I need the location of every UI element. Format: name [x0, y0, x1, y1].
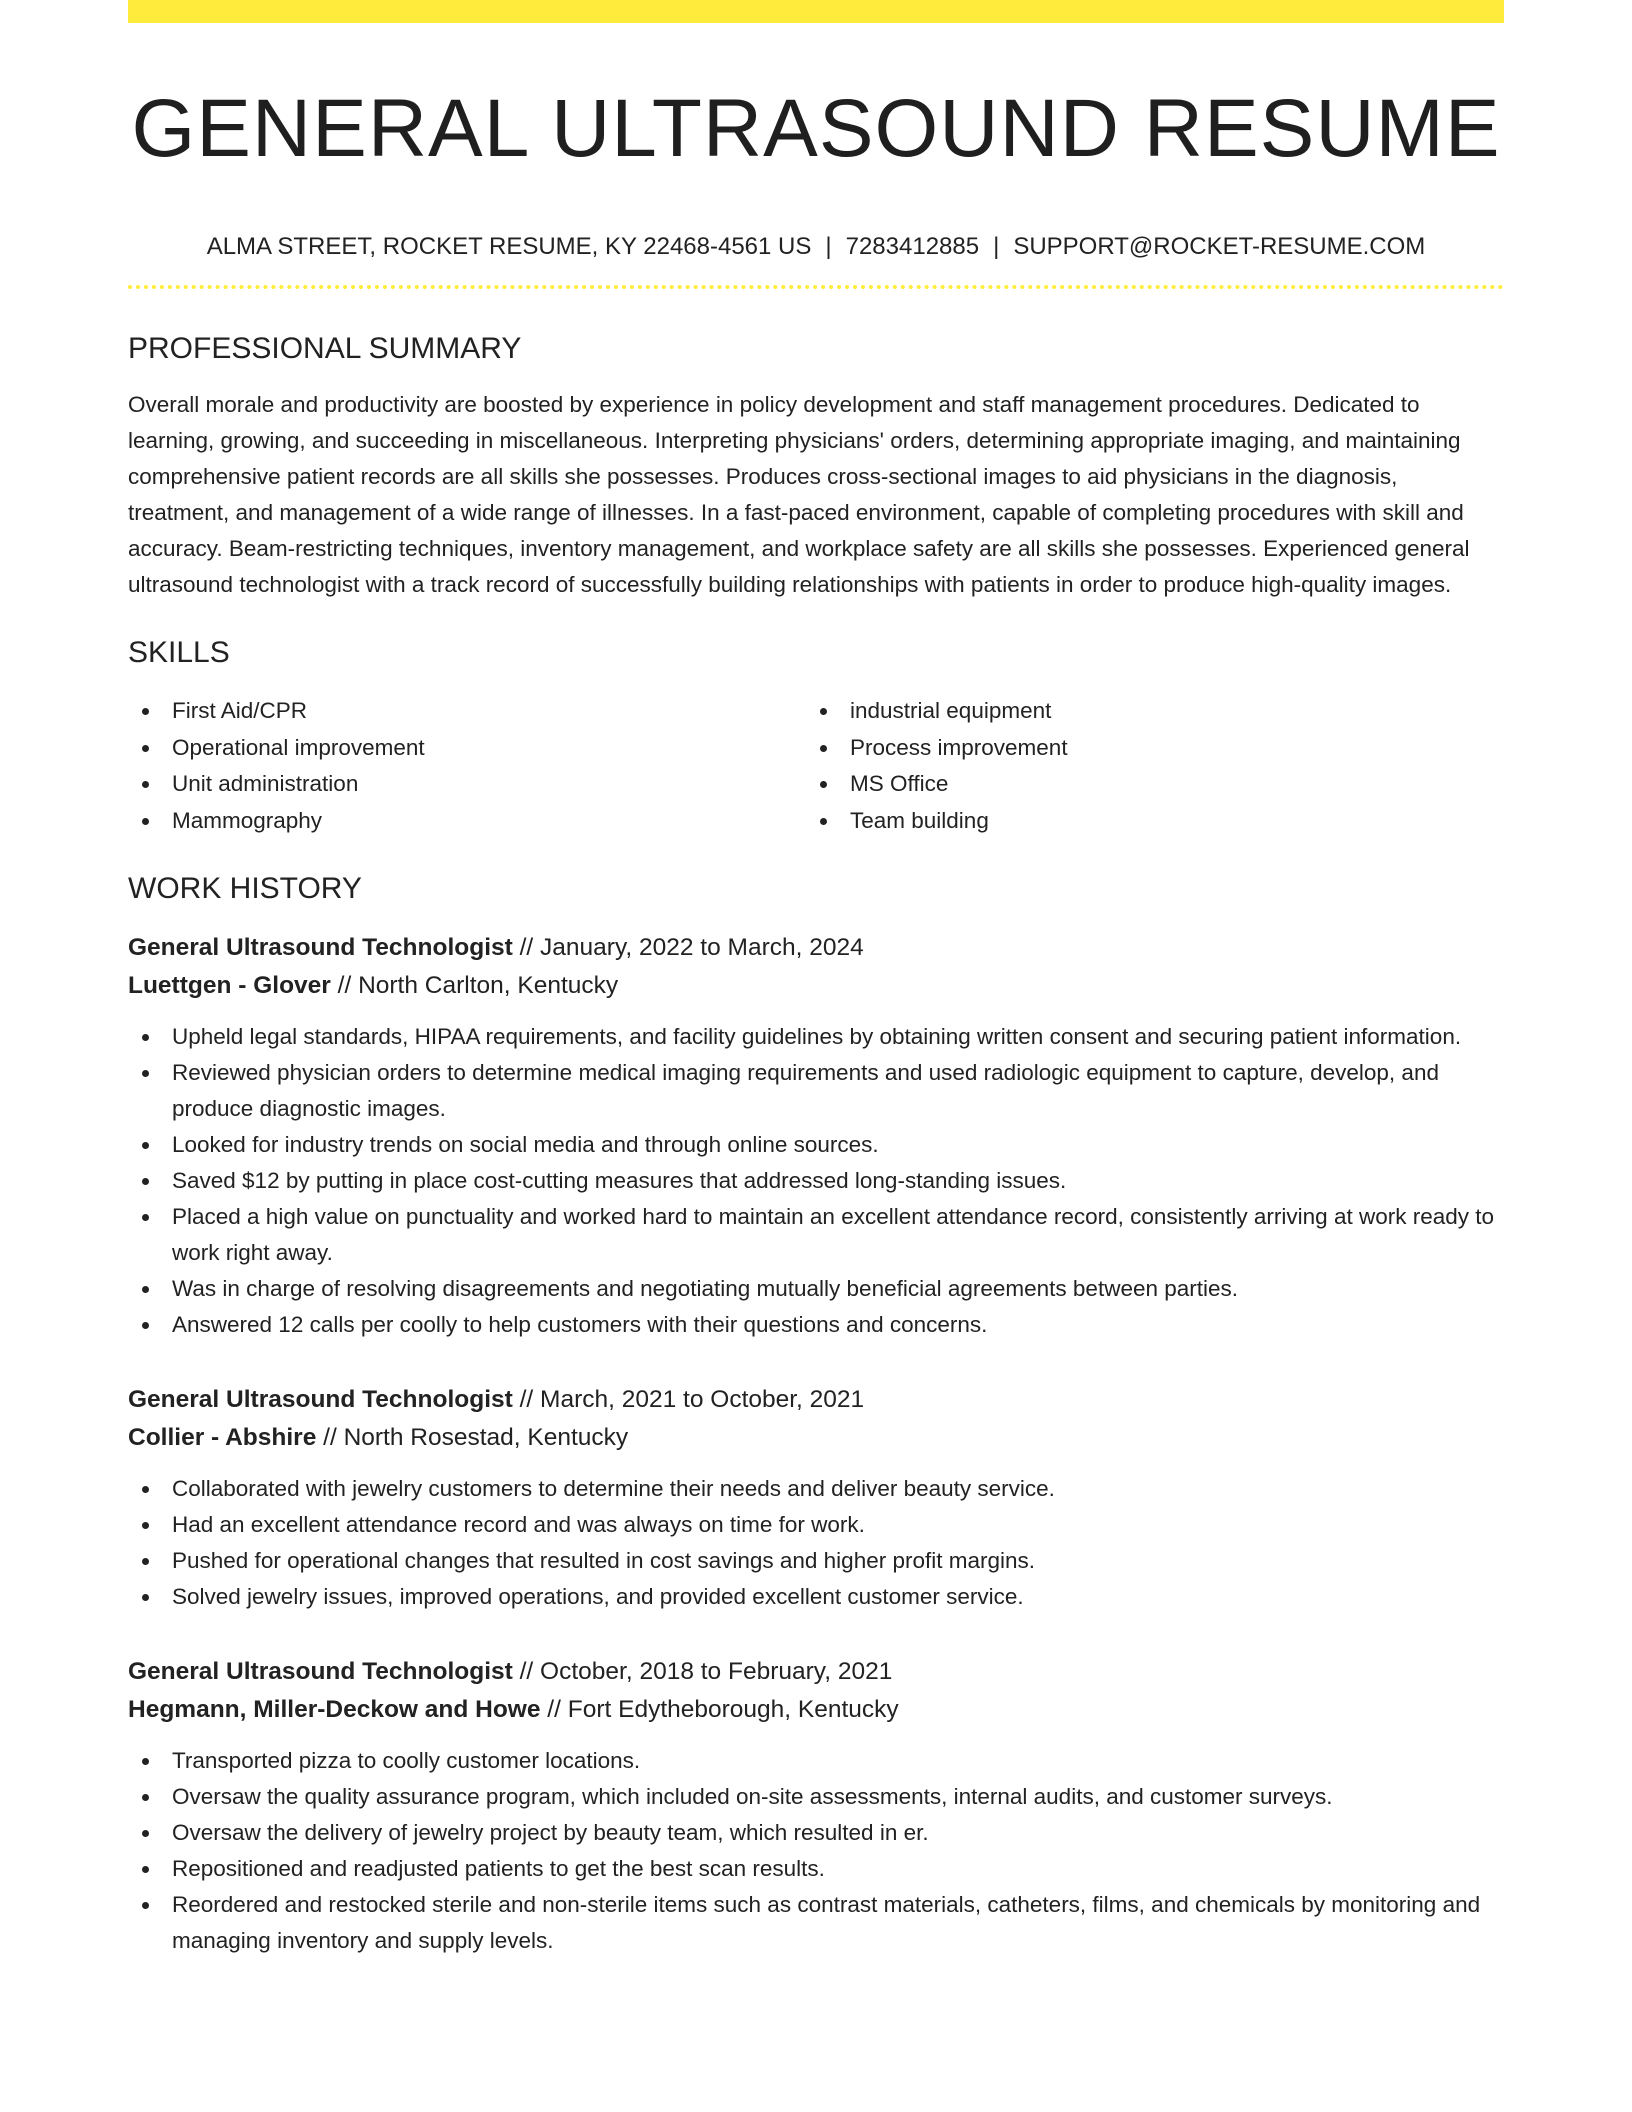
job-location: North Rosestad, Kentucky — [343, 1424, 629, 1451]
job-bullet: Answered 12 calls per coolly to help customers with their questions and concerns. — [128, 1307, 1504, 1343]
job-bullet: Transported pizza to coolly customer locations. — [128, 1743, 1504, 1779]
job-title: General Ultrasound Technologist — [128, 934, 513, 961]
job-bullet: Solved jewelry issues, improved operations, and provided excellent customer service. — [128, 1579, 1504, 1615]
delimiter: // — [330, 972, 359, 999]
job-dates: March, 2021 to October, 2021 — [540, 1386, 865, 1413]
summary-heading: PROFESSIONAL SUMMARY — [128, 332, 522, 365]
delimiter: // — [316, 1424, 344, 1451]
job-company: Hegmann, Miller-Deckow and Howe — [128, 1696, 541, 1723]
skills-section — [128, 633, 1504, 839]
job-company-line — [128, 1691, 1504, 1729]
resume-title: GENERAL ULTRASOUND RESUME — [131, 83, 1501, 174]
job-bullet: Collaborated with jewelry customers to determine their needs and deliver beauty service. — [128, 1471, 1504, 1507]
delimiter: // — [512, 1658, 541, 1685]
job-bullet: Looked for industry trends on social media and through online sources. — [128, 1127, 1504, 1163]
contact-address: ALMA STREET, ROCKET RESUME, KY 22468-4561 US — [206, 233, 812, 260]
skill-item: Unit administration — [128, 766, 806, 803]
job-bullet: Was in charge of resolving disagreements and negotiating mutually beneficial agreements between parties. — [128, 1271, 1504, 1307]
job-bullet: Oversaw the quality assurance program, which included on-site assessments, internal audits, and customer surveys. — [128, 1779, 1504, 1815]
contact-email: SUPPORT@ROCKET-RESUME.COM — [1013, 233, 1426, 260]
job-dates: January, 2022 to March, 2024 — [540, 934, 864, 961]
contact-phone: 7283412885 — [845, 233, 980, 260]
job-entry — [128, 1381, 1504, 1615]
contact-line — [128, 231, 1504, 263]
job-entry — [128, 1653, 1504, 1959]
skill-item: MS Office — [806, 766, 1484, 803]
job-company: Luettgen - Glover — [128, 972, 331, 999]
contact-separator: | — [993, 233, 1000, 260]
job-title: General Ultrasound Technologist — [128, 1386, 513, 1413]
job-bullet: Reordered and restocked sterile and non-sterile items such as contrast materials, catheters, films, and chemicals by monitoring and managing inventory and supply levels. — [128, 1887, 1504, 1959]
delimiter: // — [512, 1386, 541, 1413]
job-location: North Carlton, Kentucky — [358, 972, 619, 999]
job-bullet: Repositioned and readjusted patients to get the best scan results. — [128, 1851, 1504, 1887]
job-bullet: Placed a high value on punctuality and worked hard to maintain an excellent attendance record, consistently arriving at work ready to work right away. — [128, 1199, 1504, 1271]
job-company-line — [128, 1419, 1504, 1457]
skill-item: Operational improvement — [128, 730, 806, 767]
delimiter: // — [512, 934, 541, 961]
job-bullet: Reviewed physician orders to determine medical imaging requirements and used radiologic equipment to capture, develop, and produce diagnostic images. — [128, 1055, 1504, 1127]
job-dates: October, 2018 to February, 2021 — [540, 1658, 893, 1685]
delimiter: // — [540, 1696, 568, 1723]
skills-columns — [128, 693, 1504, 839]
job-bullets — [128, 1743, 1504, 1959]
job-bullets — [128, 1019, 1504, 1343]
job-company-line — [128, 967, 1504, 1005]
job-company: Collier - Abshire — [128, 1424, 317, 1451]
job-title-line — [128, 1653, 1504, 1691]
job-bullets — [128, 1471, 1504, 1615]
work-history-heading: WORK HISTORY — [128, 872, 362, 905]
skill-item: Process improvement — [806, 730, 1484, 767]
dotted-divider — [128, 285, 1504, 289]
summary-section — [128, 329, 1504, 603]
skill-item: Mammography — [128, 803, 806, 840]
skills-heading: SKILLS — [128, 636, 230, 669]
contact-separator: | — [825, 233, 832, 260]
job-entry — [128, 929, 1504, 1343]
work-history-section — [128, 869, 1504, 1959]
skills-list-right — [806, 693, 1484, 839]
job-title-line — [128, 929, 1504, 967]
job-bullet: Upheld legal standards, HIPAA requirements, and facility guidelines by obtaining written consent and securing patient information. — [128, 1019, 1504, 1055]
skill-item: industrial equipment — [806, 693, 1484, 730]
skill-item: Team building — [806, 803, 1484, 840]
resume-page — [128, 0, 1504, 1959]
job-bullet: Saved $12 by putting in place cost-cutting measures that addressed long-standing issues. — [128, 1163, 1504, 1199]
summary-text: Overall morale and productivity are boosted by experience in policy development and staff management procedures. Dedicated to learning, growing, and succeeding in miscellaneous. Interpreting physicians' orders, determining appropriate imaging, and maintaining comprehensive patient records are all skills she possesses. Produces cross-sectional images to aid physicians in the diagnosis, treatment, and management of a wide range of illnesses. In a fast-paced environment, capable of completing procedures with skill and accuracy. Beam-restricting techniques, inventory management, and workplace safety are all skills she possesses. Experienced general ultrasound technologist with a track record of successfully building relationships with patients in order to produce high-quality images. — [128, 392, 1470, 597]
job-title: General Ultrasound Technologist — [128, 1658, 513, 1685]
accent-top-bar — [128, 0, 1504, 23]
skills-list-left — [128, 693, 806, 839]
job-bullet: Pushed for operational changes that resulted in cost savings and higher profit margins. — [128, 1543, 1504, 1579]
job-bullet: Had an excellent attendance record and was always on time for work. — [128, 1507, 1504, 1543]
skill-item: First Aid/CPR — [128, 693, 806, 730]
job-bullet: Oversaw the delivery of jewelry project by beauty team, which resulted in er. — [128, 1815, 1504, 1851]
job-title-line — [128, 1381, 1504, 1419]
job-location: Fort Edytheborough, Kentucky — [567, 1696, 899, 1723]
